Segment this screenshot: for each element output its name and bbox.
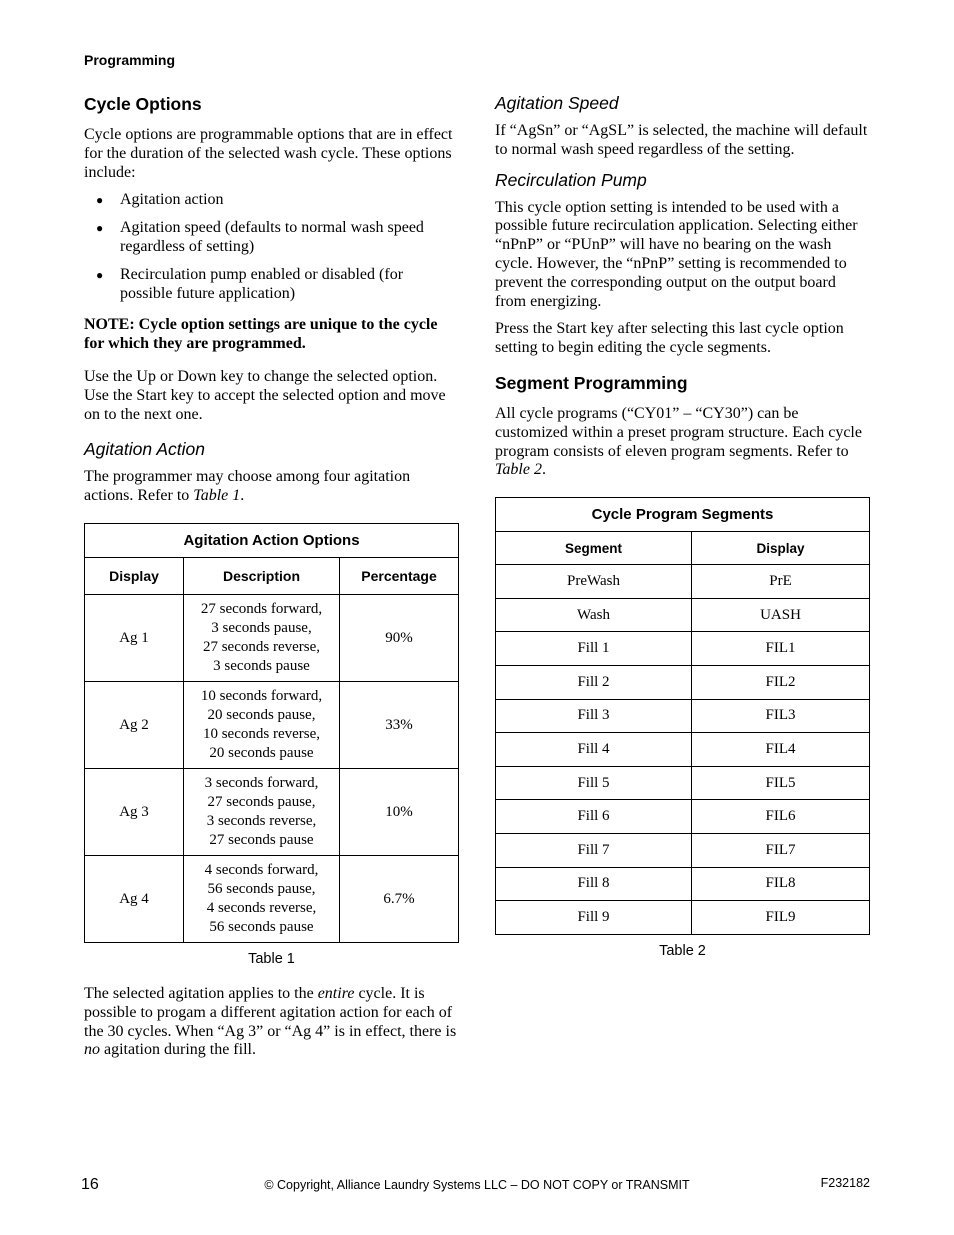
column-header: Percentage [340, 557, 459, 594]
table-row: Fill 3 FIL3 [496, 699, 870, 733]
column-header: Segment [496, 532, 692, 565]
agitation-action-text: The programmer may choose among four agitation actions. Refer to Table 1. [84, 468, 411, 505]
column-header: Description [184, 557, 340, 594]
recirculation-pump-text-2: Press the Start key after selecting this last cycle option setting to begin editing the cycle segments. [495, 320, 844, 357]
cycle-options-note: NOTE: Cycle option settings are unique to the cycle for which they are programmed. [84, 316, 438, 353]
table-row [85, 594, 459, 681]
table-row [85, 681, 459, 768]
list-item: ● Agitation action [84, 191, 459, 210]
running-header: Programming [84, 52, 176, 68]
percentage-cell: 10% [340, 768, 459, 855]
segment-programming-heading: Segment Programming [495, 372, 688, 393]
segment-programming-text: All cycle programs (“CY01” – “CY30”) can be customized within a preset program structure. Each cycle program consists of eleven program segments. Refer to Table 2. [495, 404, 862, 479]
table-row: Wash UASH [496, 598, 870, 632]
column-header: Display [692, 532, 870, 565]
table-title: Cycle Program Segments [496, 498, 870, 532]
table-reference: Table 2 [495, 461, 542, 479]
table-row: Fill 1 FIL1 [496, 632, 870, 666]
table-row: Fill 4 FIL4 [496, 733, 870, 767]
agitation-action-heading: Agitation Action [84, 439, 205, 460]
table-caption: Table 1 [248, 950, 295, 967]
table-row [85, 855, 459, 942]
agitation-closing-text: The selected agitation applies to the entire cycle. It is possible to progam a different agitation action for each of the 30 cycles. When “Ag 3” or “Ag 4” is in effect, there is no agitation during the fill. [84, 984, 457, 1059]
cycle-options-list [84, 191, 459, 303]
column-header: Display [85, 557, 184, 594]
display-cell: Ag 1 [85, 594, 184, 681]
agitation-action-table [84, 523, 459, 943]
display-cell: Ag 2 [85, 681, 184, 768]
table-row: Fill 9 FIL9 [496, 901, 870, 935]
description-cell: 4 seconds forward, 56 seconds pause, 4 seconds reverse, 56 seconds pause [184, 855, 340, 942]
right-column [495, 92, 870, 977]
copyright-notice: © Copyright, Alliance Laundry Systems LLC – DO NOT COPY or TRANSMIT [264, 1178, 690, 1192]
table-reference: Table 1 [193, 487, 241, 505]
table-row: Fill 7 FIL7 [496, 833, 870, 867]
list-item: ● Agitation speed (defaults to normal wash speed regardless of setting) [84, 219, 459, 257]
page-number: 16 [81, 1176, 99, 1193]
table-row: Fill 5 FIL5 [496, 766, 870, 800]
left-column [84, 92, 459, 1069]
cycle-segments-table [495, 497, 870, 935]
table-row: PreWash PrE [496, 565, 870, 599]
display-cell: Ag 4 [85, 855, 184, 942]
cycle-options-intro: Cycle options are programmable options that are in effect for the duration of the selected wash cycle. These options include: [84, 126, 453, 181]
percentage-cell: 6.7% [340, 855, 459, 942]
recirculation-pump-text: This cycle option setting is intended to be used with a possible future recirculation application. Selecting either “nPnP” or “PUnP” will have no bearing on the wash cycle. However, the “nPnP” setting is recommended to prevent the corresponding output on the output board from energizing. [495, 198, 858, 310]
table-row: Fill 6 FIL6 [496, 800, 870, 834]
table-row [85, 768, 459, 855]
recirculation-pump-heading: Recirculation Pump [495, 169, 647, 190]
list-item: ● Recirculation pump enabled or disabled (for possible future application) [84, 266, 459, 304]
cycle-options-heading: Cycle Options [84, 94, 202, 114]
table-row: Fill 8 FIL8 [496, 867, 870, 901]
description-cell: 27 seconds forward, 3 seconds pause, 27 seconds reverse, 3 seconds pause [184, 594, 340, 681]
description-cell: 3 seconds forward, 27 seconds pause, 3 seconds reverse, 27 seconds pause [184, 768, 340, 855]
display-cell: Ag 3 [85, 768, 184, 855]
table-caption: Table 2 [659, 942, 706, 959]
agitation-speed-text: If “AgSn” or “AgSL” is selected, the machine will default to normal wash speed regardless of the setting. [495, 122, 868, 158]
percentage-cell: 33% [340, 681, 459, 768]
cycle-options-instructions: Use the Up or Down key to change the selected option. Use the Start key to accept the selected option and move on to the next one. [84, 367, 446, 423]
document-id: F232182 [820, 1176, 870, 1190]
table-title: Agitation Action Options [85, 523, 459, 557]
agitation-speed-heading: Agitation Speed [495, 93, 619, 113]
table-row: Fill 2 FIL2 [496, 665, 870, 699]
percentage-cell: 90% [340, 594, 459, 681]
description-cell: 10 seconds forward, 20 seconds pause, 10 seconds reverse, 20 seconds pause [184, 681, 340, 768]
